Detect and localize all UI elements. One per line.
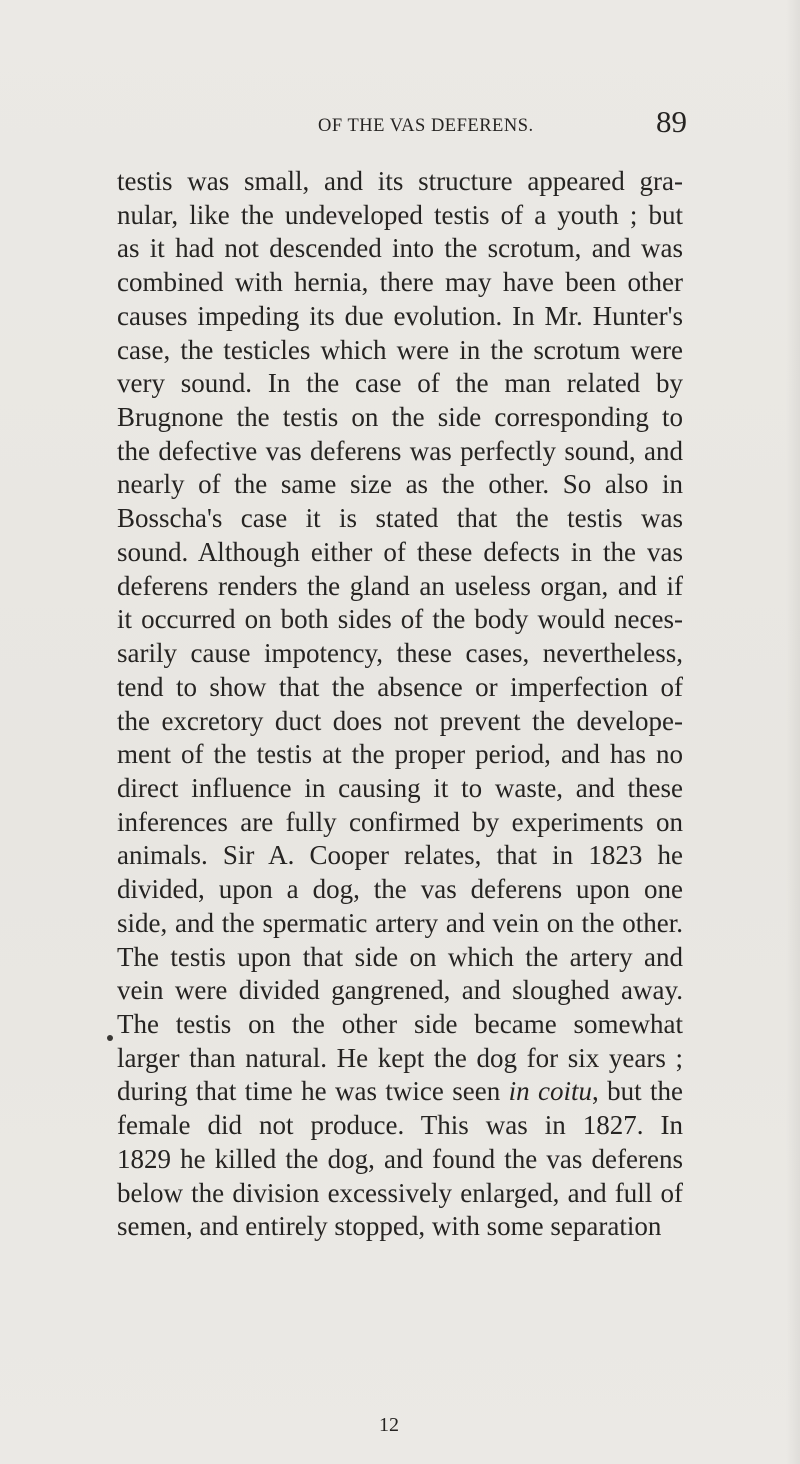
text-line: The testis upon that side on which the artery and bbox=[117, 941, 683, 972]
text-line: sarily cause impotency, these cases, nevertheless, bbox=[117, 638, 683, 669]
body-text bbox=[117, 165, 683, 1244]
text-line: semen, and entirely stopped, with some separation bbox=[117, 1211, 662, 1242]
text-line: very sound. In the case of the man related by bbox=[117, 368, 683, 399]
text-line: larger than natural. He kept the dog for six years ; bbox=[117, 1042, 683, 1073]
page-header bbox=[0, 104, 800, 142]
text-line: inferences are fully confirmed by experiments on bbox=[117, 806, 683, 837]
text-line: nearly of the same size as the other. So also in bbox=[117, 469, 683, 500]
text-line: animals. Sir A. Cooper relates, that in 1823 he bbox=[117, 840, 683, 871]
text-line: it occurred on both sides of the body would neces- bbox=[117, 604, 683, 635]
signature-mark: 12 bbox=[379, 1414, 399, 1436]
text-line: testis was small, and its structure appeared gra- bbox=[117, 166, 683, 196]
text-line: tend to show that the absence or imperfection of bbox=[117, 671, 683, 702]
text-line: the defective vas deferens was perfectly sound, and bbox=[117, 435, 683, 466]
running-head: OF THE VAS DEFERENS. bbox=[318, 116, 534, 136]
text-line: causes impeding its due evolution. In Mr. Hunter's bbox=[117, 300, 683, 331]
text-line: side, and the spermatic artery and vein on the other. bbox=[117, 907, 683, 938]
text-line: deferens renders the gland an useless organ, and if bbox=[117, 570, 683, 601]
text-line: combined with hernia, there may have been other bbox=[117, 267, 683, 298]
text-line: sound. Although either of these defects in the vas bbox=[117, 536, 683, 567]
text-line: during that time he was twice seen in coitu, but the bbox=[117, 1076, 683, 1107]
text-line: as it had not descended into the scrotum, and was bbox=[117, 233, 683, 264]
ink-dot bbox=[107, 1035, 113, 1041]
text-line: case, the testicles which were in the scrotum were bbox=[117, 334, 683, 365]
text-line: vein were divided gangrened, and sloughed away. bbox=[117, 975, 683, 1006]
text-line: female did not produce. This was in 1827. In bbox=[117, 1110, 683, 1141]
text-line: nular, like the undeveloped testis of a youth ; but bbox=[117, 199, 683, 230]
text-line: the excretory duct does not prevent the develope- bbox=[117, 705, 683, 736]
text-line: The testis on the other side became somewhat bbox=[117, 1008, 683, 1039]
text-line: below the division excessively enlarged, and full of bbox=[117, 1177, 683, 1208]
text-line: 1829 he killed the dog, and found the vas deferens bbox=[117, 1143, 683, 1174]
text-line: Bosscha's case it is stated that the testis was bbox=[117, 503, 683, 534]
text-line: direct influence in causing it to waste, and these bbox=[117, 772, 683, 803]
page-edge-shadow bbox=[786, 0, 800, 1464]
latin-phrase: in coitu bbox=[508, 1076, 592, 1107]
page-number: 89 bbox=[656, 104, 687, 139]
text-line: divided, upon a dog, the vas deferens upon one bbox=[117, 874, 683, 905]
text-line: ment of the testis at the proper period, and has no bbox=[117, 739, 683, 770]
text-line: Brugnone the testis on the side corresponding to bbox=[117, 402, 683, 433]
